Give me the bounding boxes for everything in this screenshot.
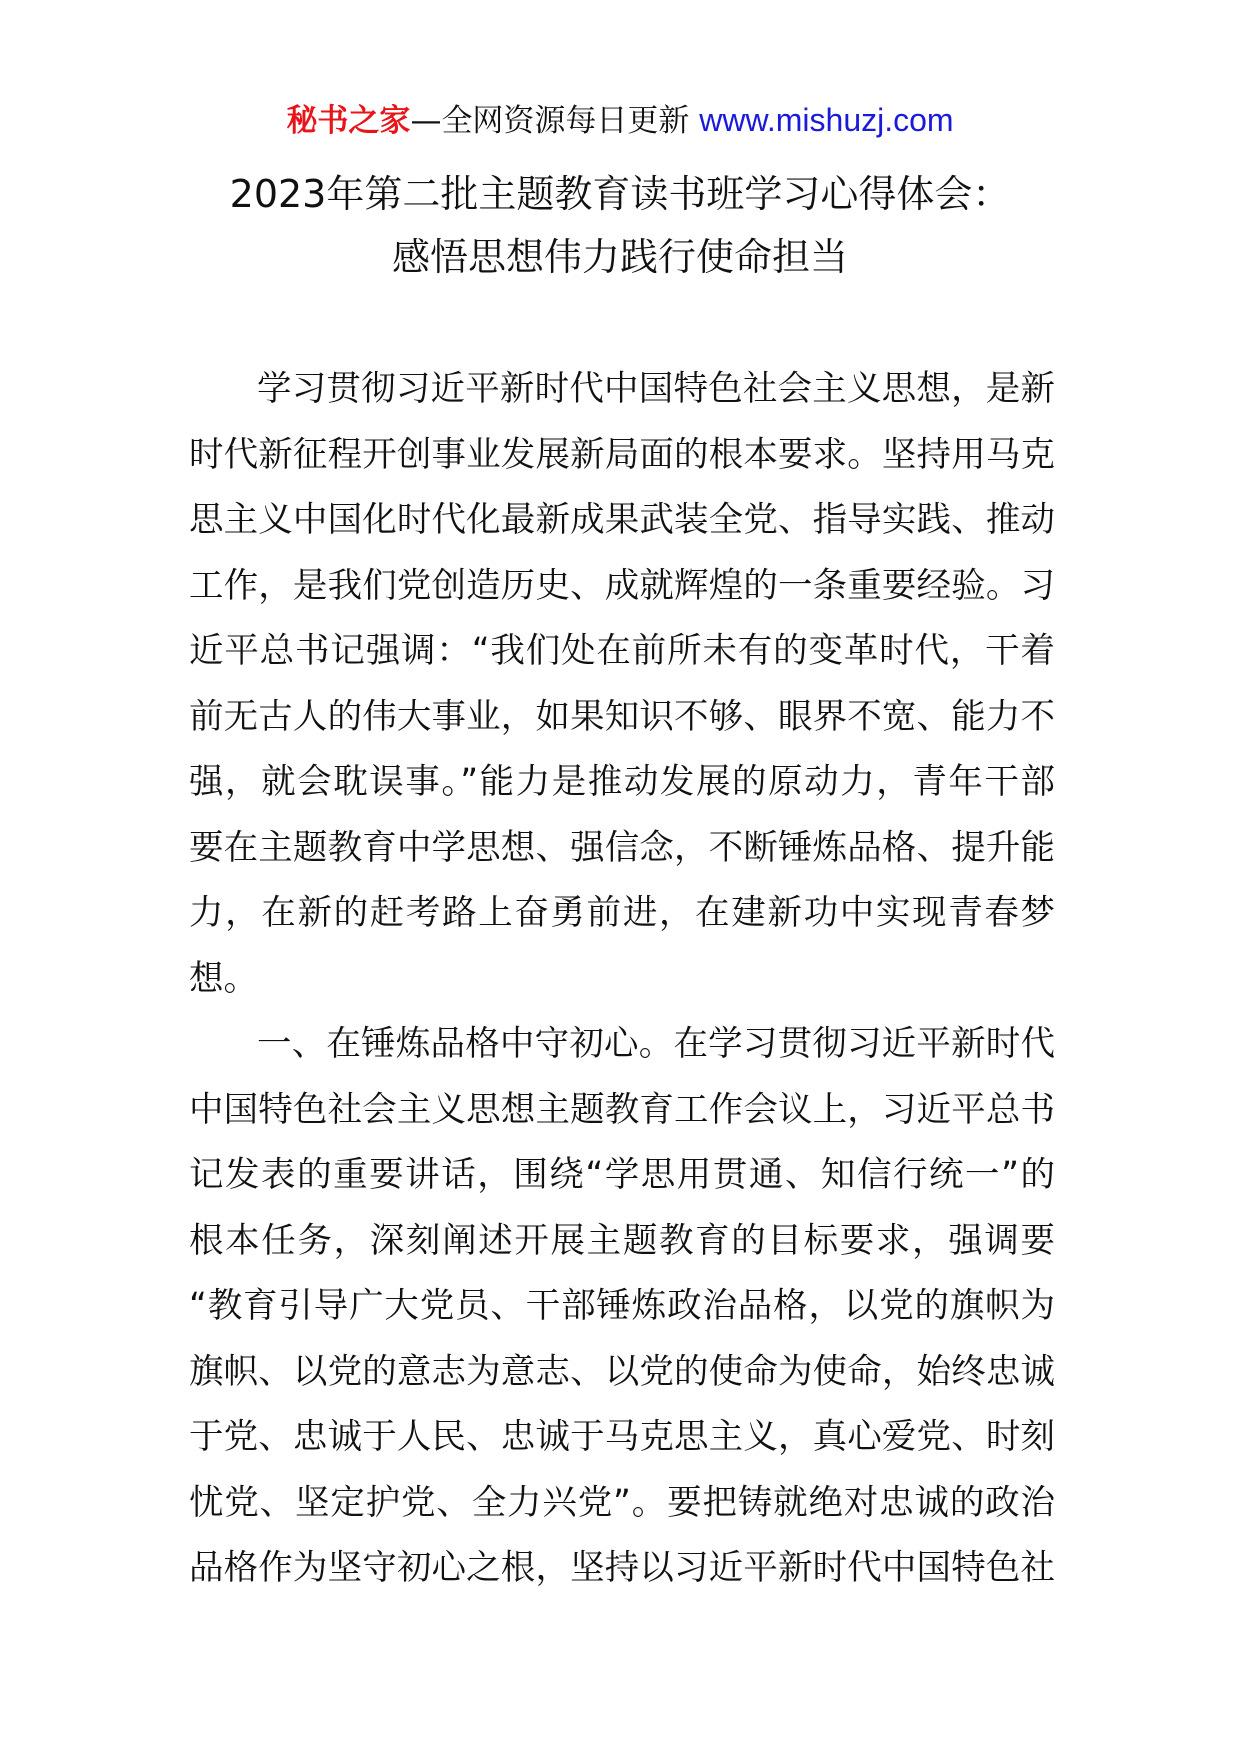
body-line: 于党、忠诚于人民、忠诚于马克思主义，真心爱党、时刻 (189, 1417, 1055, 1457)
header-tagline: —全网资源每日更新 (410, 103, 690, 139)
body-line: 思主义中国化时代化最新成果武装全党、指导实践、推动 (189, 500, 1055, 540)
body-line: 记发表的重要讲话，围绕“学思用贯通、知信行统一”的 (189, 1155, 1055, 1195)
body-line: 根本任务，深刻阐述开展主题教育的目标要求，强调要 (189, 1220, 1055, 1261)
body-line: 时代新征程开创事业发展新局面的根本要求。坚持用马克 (189, 434, 1055, 475)
document-title-line-1: 2023年第二批主题教育读书班学习心得体会： (229, 172, 1011, 216)
body-line: 前无古人的伟大事业，如果知识不够、眼界不宽、能力不 (189, 696, 1055, 737)
body-line: 近平总书记强调：“我们处在前所未有的变革时代，干着 (189, 631, 1055, 671)
source-header (0, 100, 1240, 141)
body-line: 想。 (189, 958, 258, 999)
header-url-link[interactable]: www.mishuzj.com (699, 102, 954, 138)
body-line: 旗帜、以党的意志为意志、以党的使命为使命，始终忠诚 (189, 1351, 1055, 1392)
document-body (189, 357, 1055, 1602)
body-line: 工作，是我们党创造历史、成就辉煌的一条重要经验。习 (189, 565, 1055, 606)
body-line: 品格作为坚守初心之根，坚持以习近平新时代中国特色社 (189, 1548, 1055, 1588)
body-line: 强，就会耽误事。”能力是推动发展的原动力，青年干部 (189, 762, 1055, 802)
body-line: 忧党、坚定护党、全力兴党”。要把铸就绝对忠诚的政治 (189, 1482, 1055, 1523)
body-line: “教育引导广大党员、干部锤炼政治品格，以党的旗帜为 (189, 1286, 1055, 1326)
body-line: 学习贯彻习近平新时代中国特色社会主义思想，是新 (257, 369, 1055, 409)
body-line: 一、在锤炼品格中守初心。在学习贯彻习近平新时代 (257, 1024, 1055, 1064)
brand-name: 秘书之家 (286, 103, 411, 139)
body-line: 力，在新的赶考路上奋勇前进，在建新功中实现青春梦 (189, 893, 1055, 933)
body-line: 要在主题教育中学思想、强信念，不断锤炼品格、提升能 (189, 827, 1055, 868)
body-line: 中国特色社会主义思想主题教育工作会议上，习近平总书 (189, 1089, 1055, 1130)
document-title-line-2: 感悟思想伟力践行使命担当 (391, 235, 848, 279)
